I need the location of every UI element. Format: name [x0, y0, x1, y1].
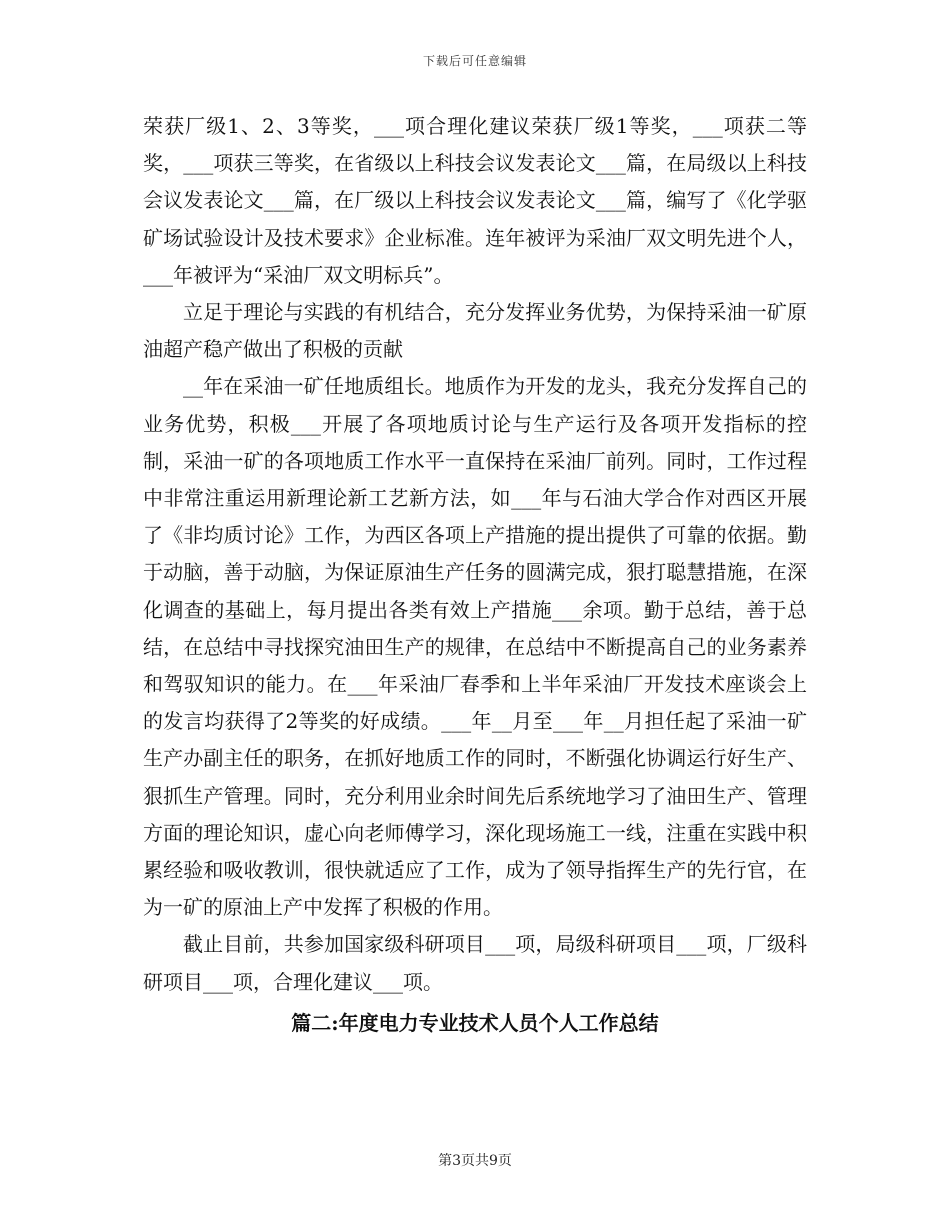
paragraph-geology-work: __年在采油一矿任地质组长。地质作为开发的龙头，我充分发挥自己的业务优势，积极___开展了各项地质讨论与生产运行及各项开发指标的控制，采油一矿的各项地质工作水平一直保持在采油厂前列。同时，工作过程中非常注重运用新理论新工艺新方法，如___年与石油大学合作对西区开展了《非均质讨论》工作，为西区各项上产措施的提出提供了可靠的依据。勤于动脑，善于动脑，为保证原油生产任务的圆满完成，狠打聪慧措施，在深化调查的基础上，每月提出各类有效上产措施___余项。勤于总结，善于总结，在总结中寻找探究油田生产的规律，在总结中不断提高自己的业务素养和驾驭知识的能力。在___年采油厂春季和上半年采油厂开发技术座谈会上的发言均获得了2等奖的好成绩。___年__月至___年__月担任起了采油一矿生产办副主任的职务，在抓好地质工作的同时，不断强化协调运行好生产、狠抓生产管理。同时，充分利用业余时间先后系统地学习了油田生产、管理方面的理论知识，虚心向老师傅学习，深化现场施工一线，注重在实践中积累经验和吸收教训，很快就适应了工作，成为了领导指挥生产的先行官，在为一矿的原油上产中发挥了积极的作用。 [143, 374, 807, 920]
page-footer: 第3页共9页 [438, 1153, 512, 1169]
document-body [143, 108, 807, 1042]
paragraph-summary-projects: 截止目前，共参加国家级科研项目___项，局级科研项目___项，厂级科研项目___项，合理化建议___项。 [143, 932, 807, 994]
paragraph-awards: 荣获厂级1、2、3等奖，___项合理化建议荣获厂级1等奖，___项获二等奖，___项获三等奖，在省级以上科技会议发表论文___篇，在局级以上科技会议发表论文___篇，在厂级以上科技会议发表论文___篇，编写了《化学驱矿场试验设计及技术要求》企业标准。连年被评为采油厂双文明先进个人，___年被评为“采油厂双文明标兵”。 [143, 114, 807, 287]
page-header: 下载后可任意编辑 [422, 54, 527, 68]
paragraph-heading-theory-practice: 立足于理论与实践的有机结合，充分发挥业务优势，为保持采油一矿原油超产稳产做出了积极的贡献 [143, 300, 807, 362]
section-title: 篇二:年度电力专业技术人员个人工作总结 [291, 1010, 659, 1035]
